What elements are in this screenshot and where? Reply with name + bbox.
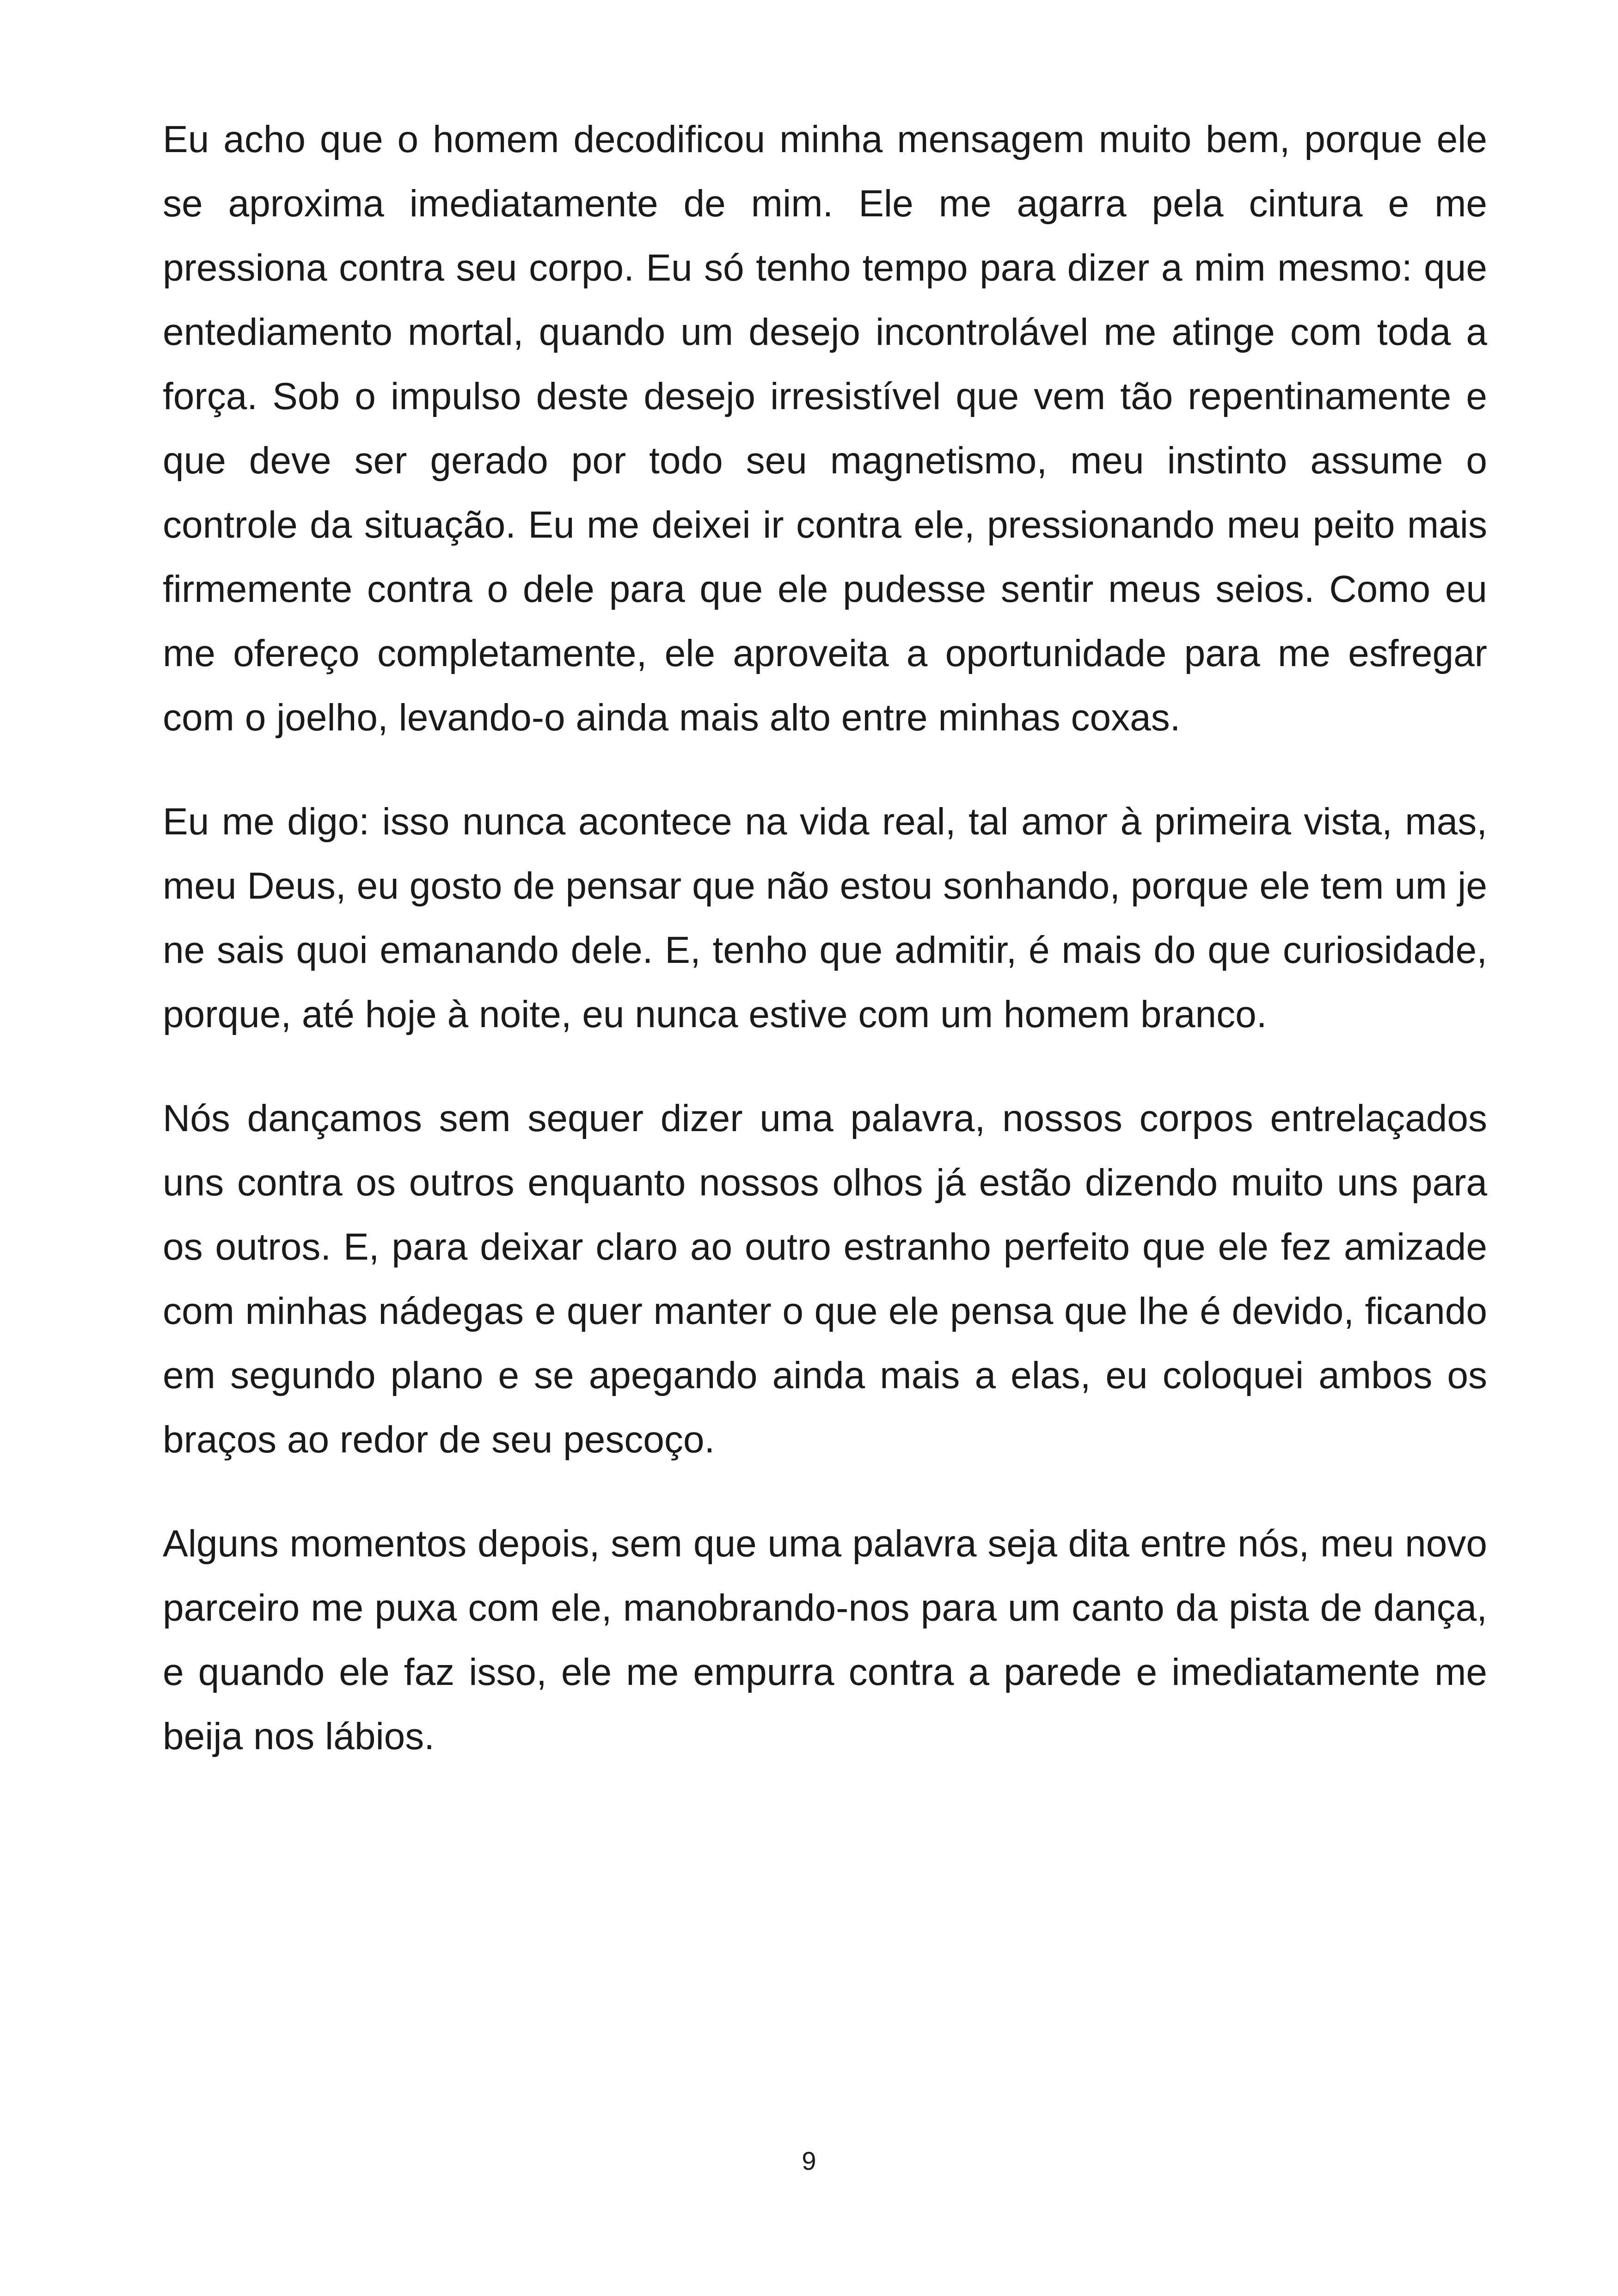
paragraph-4: Alguns momentos depois, sem que uma palavra seja dita entre nós, meu novo parceiro me puxa com ele, manobrando-nos para um canto da pista de dança, e quando ele faz isso, ele me empurra contra a parede e imediatamente me beija nos lábios. [163, 1523, 1487, 1757]
page-number: 9 [802, 2146, 816, 2175]
paragraph-3: Nós dançamos sem sequer dizer uma palavra, nossos corpos entrelaçados uns contra os outros enquanto nossos olhos já estão dizendo muito uns para os outros. E, para deixar claro ao outro estranho perfeito que ele fez amizade com minhas nádegas e quer manter o que ele pensa que lhe é devido, ficando em segundo plano e se apegando ainda mais a elas, eu coloquei ambos os braços ao redor de seu pescoço. [163, 1097, 1487, 1461]
paragraph-1: Eu acho que o homem decodificou minha mensagem muito bem, porque ele se aproxima imediatamente de mim. Ele me agarra pela cintura e me pressiona contra seu corpo. Eu só tenho tempo para dizer a mim mesmo: que entediamento mortal, quando um desejo incontrolável me atinge com toda a força. Sob o impulso deste desejo irresistível que vem tão repentinamente e que deve ser gerado por todo seu magnetismo, meu instinto assume o controle da situação. Eu me deixei ir contra ele, pressionando meu peito mais firmemente contra o dele para que ele pudesse sentir meus seios. Como eu me ofereço completamente, ele aproveita a oportunidade para me esfregar com o joelho, levando-o ainda mais alto entre minhas coxas. [163, 118, 1487, 739]
paragraph-2: Eu me digo: isso nunca acontece na vida real, tal amor à primeira vista, mas, meu Deus, eu gosto de pensar que não estou sonhando, porque ele tem um je ne sais quoi emanando dele. E, tenho que admitir, é mais do que curiosidade, porque, até hoje à noite, eu nunca estive com um homem branco. [163, 801, 1487, 1035]
body-text [163, 107, 1487, 1808]
